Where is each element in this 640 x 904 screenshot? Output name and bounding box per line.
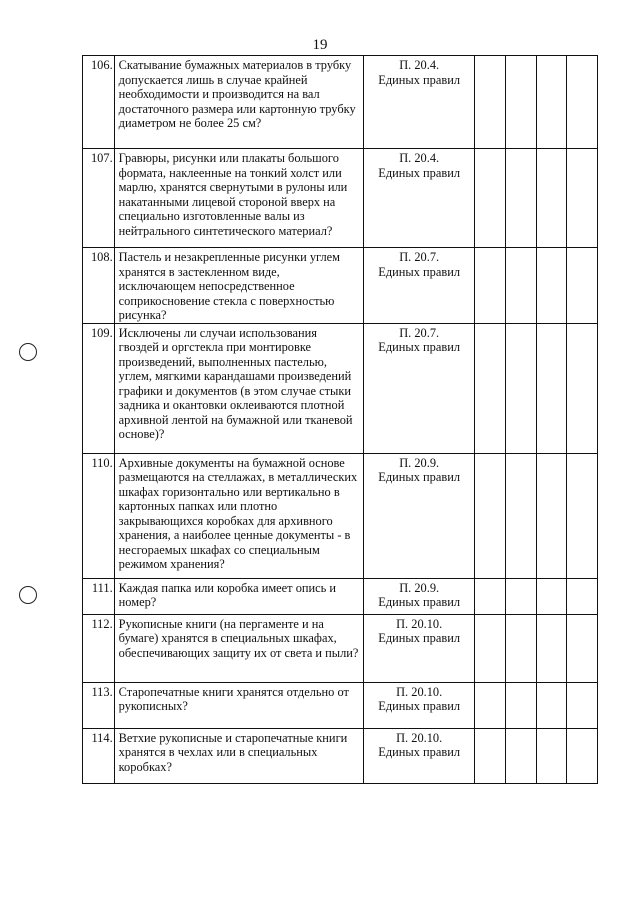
answer-cell[interactable] xyxy=(506,248,537,324)
answer-cell[interactable] xyxy=(536,323,567,453)
answer-cell[interactable] xyxy=(536,578,567,614)
answer-cell[interactable] xyxy=(567,453,598,578)
answer-cell[interactable] xyxy=(475,149,506,248)
question-text: Ветхие рукописные и старопечатные книги хранятся в чехлах или в специальных коробках? xyxy=(114,728,363,783)
answer-cell[interactable] xyxy=(506,578,537,614)
reference-clause: П. 20.7. xyxy=(399,325,440,340)
answer-cell[interactable] xyxy=(506,682,537,728)
answer-cell[interactable] xyxy=(506,728,537,783)
question-text: Старопечатные книги хранятся отдельно от рукописных? xyxy=(114,682,363,728)
reference-clause: П. 20.4. xyxy=(399,151,440,165)
reference-cell xyxy=(363,248,474,324)
reference-source: Единых правил xyxy=(378,340,461,354)
reference-source: Единых правил xyxy=(378,699,461,713)
table-row xyxy=(83,614,598,682)
binder-hole-icon xyxy=(19,586,37,604)
reference-clause: П. 20.10. xyxy=(396,684,443,699)
answer-cell[interactable] xyxy=(536,728,567,783)
answer-cell[interactable] xyxy=(506,149,537,248)
binder-hole-icon xyxy=(19,343,37,361)
answer-cell[interactable] xyxy=(475,323,506,453)
answer-cell[interactable] xyxy=(567,614,598,682)
answer-cell[interactable] xyxy=(536,614,567,682)
question-text: Архивные документы на бумажной основе размещаются на стеллажах, в металлических шкафах горизонтально или вертикально в картонных папках или плотно закрывающихся коробках для архивного хранения, а наиболее ценные документы - в несгораемых шкафах со специальным режимом хранения? xyxy=(114,453,363,578)
question-text: Рукописные книги (на пергаменте и на бумаге) хранятся в специальных шкафах, обеспечивающих защиту их от света и пыли? xyxy=(114,614,363,682)
table-row xyxy=(83,149,598,248)
answer-cell[interactable] xyxy=(475,453,506,578)
reference-cell xyxy=(363,149,474,248)
reference-clause: П. 20.10. xyxy=(396,730,443,745)
reference-cell xyxy=(363,614,474,682)
answer-cell[interactable] xyxy=(475,248,506,324)
answer-cell[interactable] xyxy=(475,56,506,149)
answer-cell[interactable] xyxy=(536,149,567,248)
reference-source: Единых правил xyxy=(378,745,461,759)
row-number: 107. xyxy=(83,149,115,248)
table-row xyxy=(83,56,598,149)
table-row xyxy=(83,453,598,578)
row-number: 106. xyxy=(83,56,115,149)
answer-cell[interactable] xyxy=(475,728,506,783)
row-number: 111. xyxy=(83,578,115,614)
answer-cell[interactable] xyxy=(475,578,506,614)
question-text: Гравюры, рисунки или плакаты большого формата, наклеенные на тонкий холст или марлю, хранятся свернутыми в рулоны или накатанными лицевой стороной вверх на специально изготовленные валы из нейтрального синтетического материал? xyxy=(114,149,363,248)
table-row xyxy=(83,578,598,614)
answer-cell[interactable] xyxy=(567,682,598,728)
answer-cell[interactable] xyxy=(567,56,598,149)
table-row xyxy=(83,682,598,728)
page-number: 19 xyxy=(312,37,328,53)
reference-source: Единых правил xyxy=(378,72,461,87)
checklist-table xyxy=(82,55,598,784)
row-number: 114. xyxy=(83,728,115,783)
reference-source: Единых правил xyxy=(378,631,461,645)
reference-clause: П. 20.7. xyxy=(399,250,440,264)
answer-cell[interactable] xyxy=(567,323,598,453)
answer-cell[interactable] xyxy=(475,614,506,682)
table-row xyxy=(83,323,598,453)
reference-clause: П. 20.9. xyxy=(399,580,440,595)
row-number: 108. xyxy=(83,248,115,324)
reference-cell xyxy=(363,323,474,453)
table-row xyxy=(83,248,598,324)
answer-cell[interactable] xyxy=(506,323,537,453)
reference-clause: П. 20.9. xyxy=(399,455,440,470)
answer-cell[interactable] xyxy=(567,149,598,248)
reference-cell xyxy=(363,682,474,728)
reference-cell xyxy=(363,728,474,783)
reference-source: Единых правил xyxy=(378,264,461,279)
answer-cell[interactable] xyxy=(536,682,567,728)
reference-cell xyxy=(363,578,474,614)
answer-cell[interactable] xyxy=(536,56,567,149)
question-text: Пастель и незакрепленные рисунки углем хранятся в застекленном виде, исключающем непосредственное соприкосновение стекла с поверхностью рисунка? xyxy=(114,248,363,324)
row-number: 109. xyxy=(83,323,115,453)
table-row xyxy=(83,728,598,783)
reference-cell xyxy=(363,453,474,578)
reference-cell xyxy=(363,56,474,149)
answer-cell[interactable] xyxy=(506,614,537,682)
question-text: Скатывание бумажных материалов в трубку допускается лишь в случае крайней необходимости и производится на вал достаточного размера или картонную трубку диаметром не более 25 см? xyxy=(114,56,363,149)
answer-cell[interactable] xyxy=(567,248,598,324)
answer-cell[interactable] xyxy=(567,578,598,614)
row-number: 110. xyxy=(83,453,115,578)
reference-clause: П. 20.10. xyxy=(396,616,443,631)
answer-cell[interactable] xyxy=(536,453,567,578)
answer-cell[interactable] xyxy=(567,728,598,783)
row-number: 112. xyxy=(83,614,115,682)
reference-clause: П. 20.4. xyxy=(399,58,440,72)
answer-cell[interactable] xyxy=(506,453,537,578)
answer-cell[interactable] xyxy=(506,56,537,149)
reference-source: Единых правил xyxy=(378,595,461,609)
reference-source: Единых правил xyxy=(378,165,461,180)
answer-cell[interactable] xyxy=(475,682,506,728)
answer-cell[interactable] xyxy=(536,248,567,324)
question-text: Каждая папка или коробка имеет опись и номер? xyxy=(114,578,363,614)
reference-source: Единых правил xyxy=(378,470,461,484)
question-text: Исключены ли случаи использования гвоздей и оргстекла при монтировке произведений, выполненных пастелью, углем, мягкими карандашами произведений графики и документов (в этом случае стыки задника и окантовки оклеиваются плотной архивной лентой на бумажной или тканевой основе)? xyxy=(114,323,363,453)
row-number: 113. xyxy=(83,682,115,728)
